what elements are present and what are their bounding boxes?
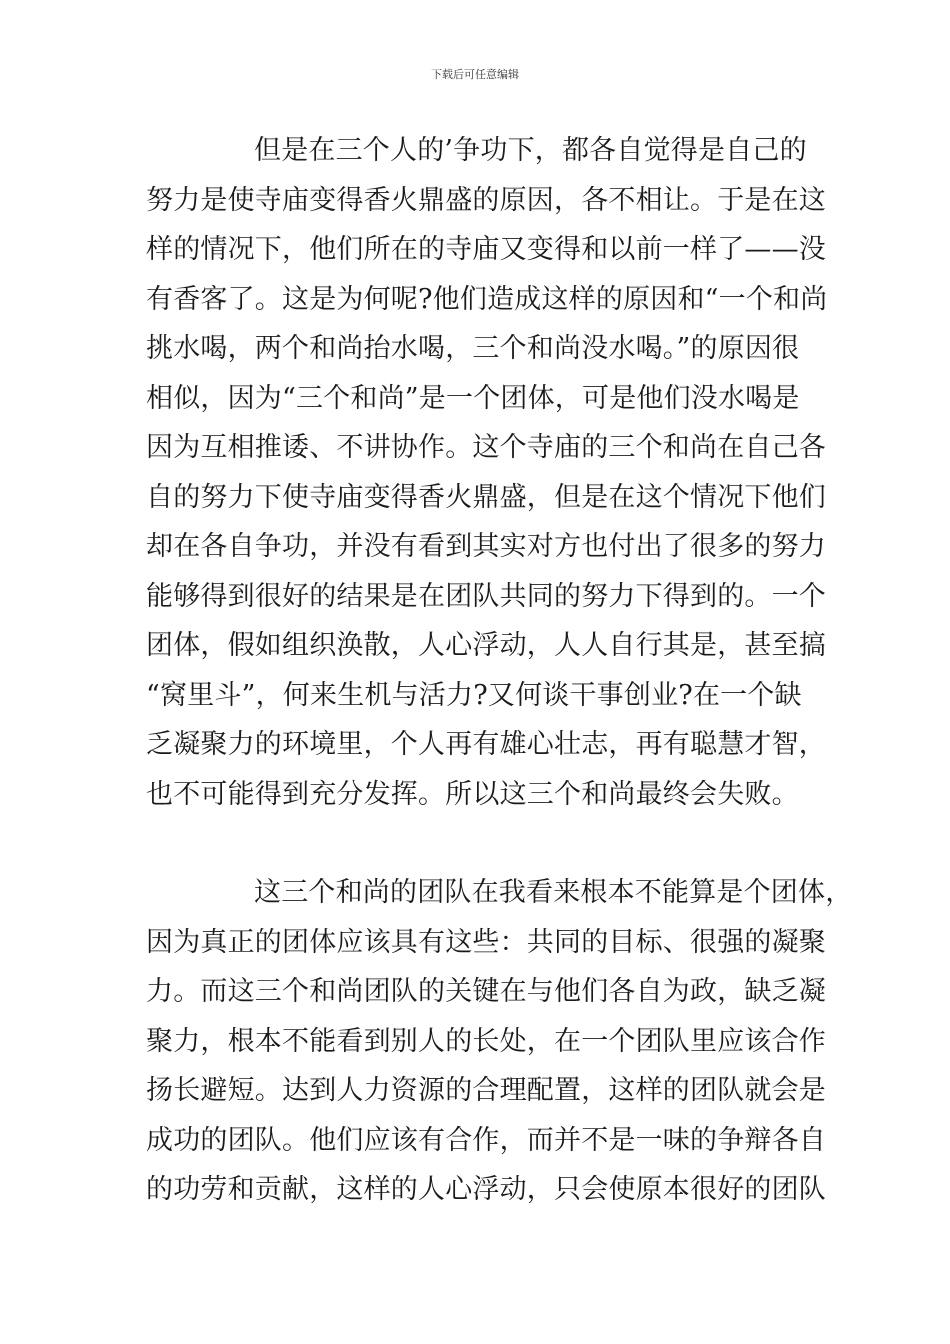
paragraph-line: 自的努力下使寺庙变得香火鼎盛，但是在这个情况下他们 bbox=[146, 481, 826, 513]
paragraph-line: 聚力，根本不能看到别人的长处，在一个团队里应该合作 bbox=[146, 1025, 826, 1057]
paragraph-1 bbox=[146, 126, 828, 819]
paragraph-line: 扬长避短。达到人力资源的合理配置，这样的团队就会是 bbox=[146, 1075, 826, 1106]
paragraph-line: 努力是使寺庙变得香火鼎盛的原因，各不相让。于是在这 bbox=[146, 184, 826, 216]
paragraph-line: 有香客了。这是为何呢?他们造成这样的原因和“一个和尚 bbox=[146, 283, 828, 315]
header-note: 下载后可任意编辑 bbox=[431, 68, 519, 81]
paragraph-line: 这三个和尚的团队在我看来根本不能算是个团体， bbox=[254, 877, 853, 908]
paragraph-line: 挑水喝，两个和尚抬水喝，三个和尚没水喝。”的原因很 bbox=[146, 333, 800, 364]
paragraph-line: 相似，因为“三个和尚”是一个团体，可是他们没水喝是 bbox=[146, 382, 800, 414]
paragraph-line: 因为真正的团体应该具有这些：共同的目标、很强的凝聚 bbox=[146, 926, 826, 958]
paragraph-line: 因为互相推诿、不讲协作。这个寺庙的三个和尚在自己各 bbox=[146, 432, 826, 463]
paragraph-line: 乏凝聚力的环境里，个人再有雄心壮志，再有聪慧才智， bbox=[146, 729, 826, 760]
paragraph-line: 成功的团队。他们应该有合作，而并不是一味的争辩各自 bbox=[146, 1124, 826, 1156]
paragraph-line: 但是在三个人的’争功下，都各自觉得是自己的 bbox=[254, 135, 807, 166]
paragraph-2 bbox=[146, 868, 853, 1215]
paragraph-line: 却在各自争功，并没有看到其实对方也付出了很多的努力 bbox=[146, 531, 826, 562]
paragraph-line: 的功劳和贡献，这样的人心浮动，只会使原本很好的团队 bbox=[146, 1174, 826, 1205]
paragraph-line: 团体，假如组织涣散，人心浮动，人人自行其是，甚至搞 bbox=[146, 630, 826, 661]
paragraph-line: 能够得到很好的结果是在团队共同的努力下得到的。一个 bbox=[146, 580, 826, 612]
paragraph-line: 力。而这三个和尚团队的关键在与他们各自为政，缺乏凝 bbox=[146, 976, 826, 1007]
paragraph-line: 样的情况下，他们所在的寺庙又变得和以前一样了——没 bbox=[146, 234, 826, 265]
paragraph-line: “窝里斗”，何来生机与活力?又何谈干事创业?在一个缺 bbox=[146, 679, 802, 711]
paragraph-line: 也不可能得到充分发挥。所以这三个和尚最终会失败。 bbox=[146, 778, 799, 810]
